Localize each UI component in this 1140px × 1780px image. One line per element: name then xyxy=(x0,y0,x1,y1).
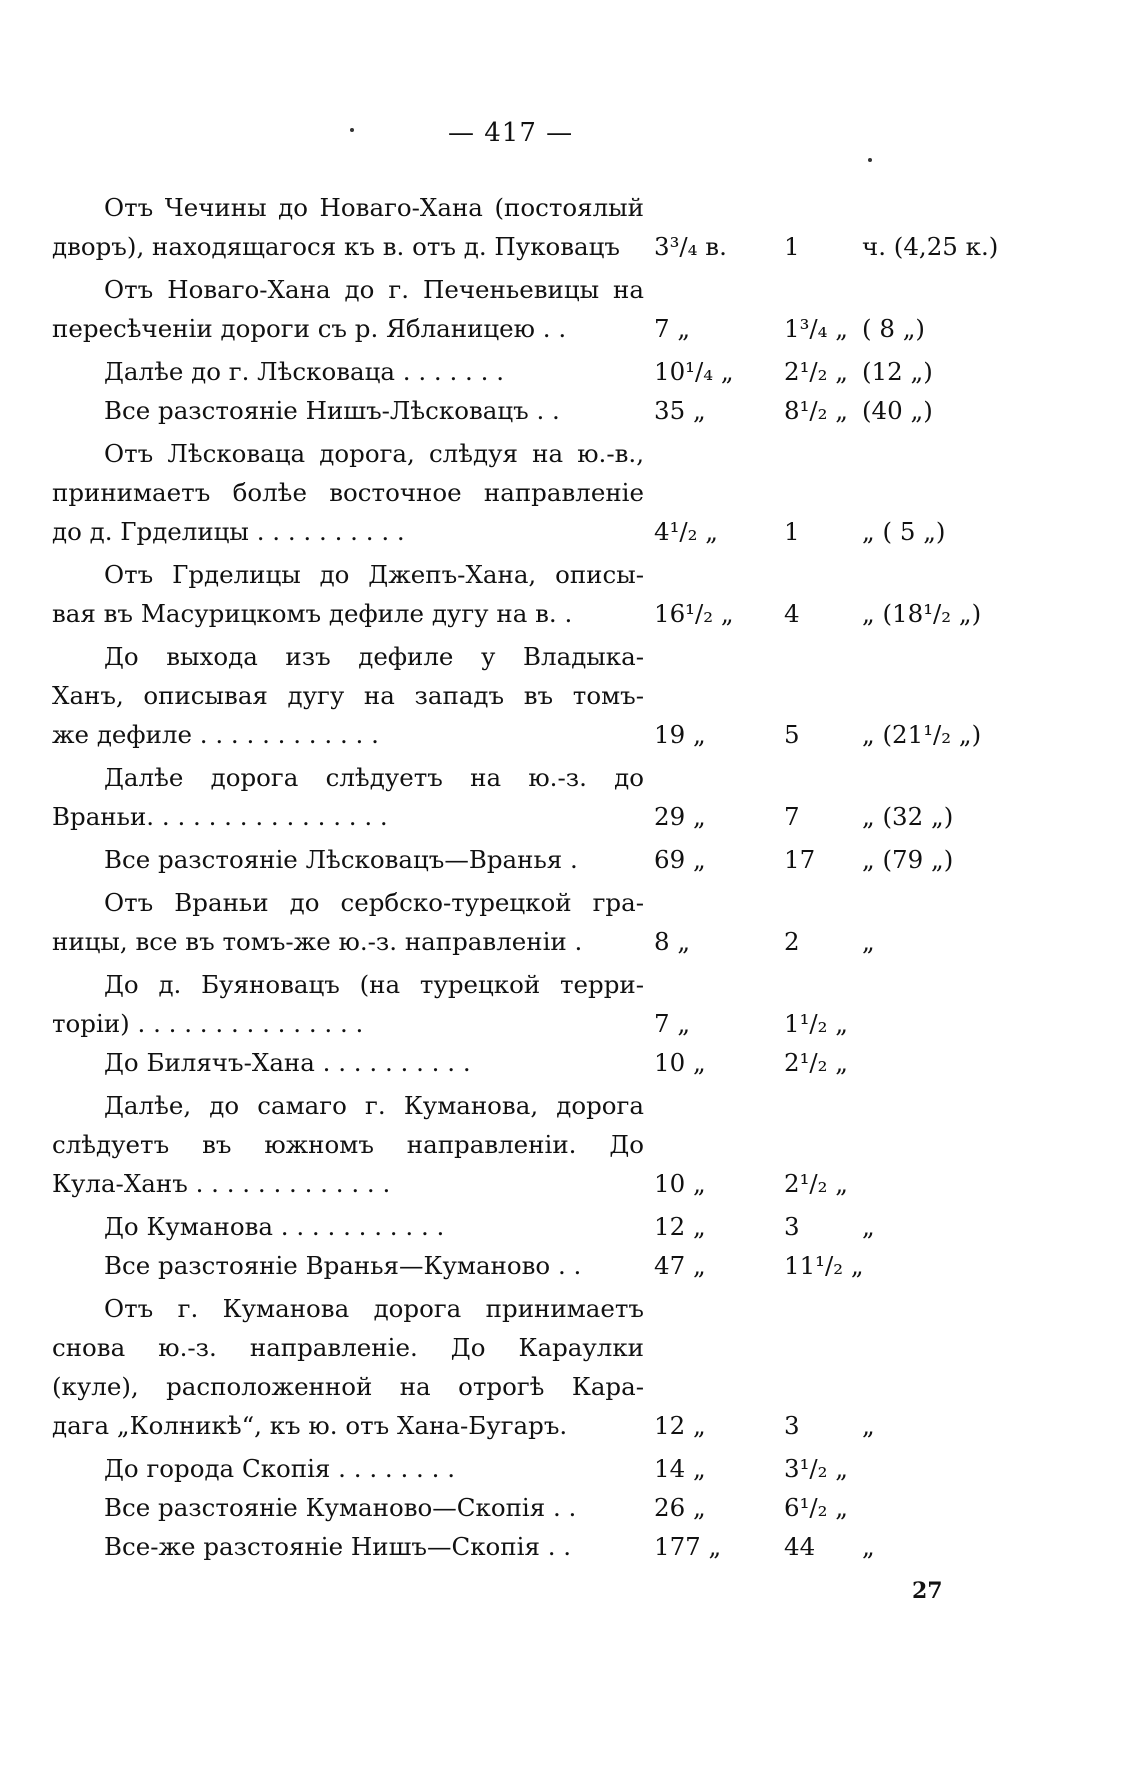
route-description: Далѣе, до самаго г. Куманова, дорога xyxy=(104,1091,644,1120)
distance-versts: 35 „ xyxy=(654,396,706,425)
print-speck xyxy=(868,158,872,162)
entry-line xyxy=(52,391,1092,430)
itinerary-entry xyxy=(52,188,1092,266)
route-description: снова ю.-з. направленіе. До Караулки xyxy=(52,1333,644,1362)
route-description: До Куманова . . . . . . . . . . . xyxy=(104,1212,445,1241)
distance-versts: 69 „ xyxy=(654,845,706,874)
route-description: Отъ Чечины до Новаго-Хана (постоялый xyxy=(104,193,644,222)
distance-km: „ (79 „) xyxy=(862,845,954,874)
travel-hours: 17 xyxy=(784,845,816,874)
page-number: — 417 — xyxy=(448,118,574,148)
entry-line xyxy=(52,637,1092,676)
travel-hours: 3 xyxy=(784,1411,800,1440)
itinerary-entry xyxy=(52,965,1092,1082)
entry-line xyxy=(52,1004,1092,1043)
travel-hours: 2¹/₂ „ xyxy=(784,357,848,386)
route-description: ницы, все въ томъ-же ю.-з. направленіи . xyxy=(52,927,583,956)
distance-km: „ xyxy=(862,1212,875,1241)
distance-km: „ (21¹/₂ „) xyxy=(862,720,982,749)
distance-versts: 19 „ xyxy=(654,720,706,749)
entry-line xyxy=(52,473,1092,512)
route-description: вая въ Масурицкомъ дефиле дугу на в. . xyxy=(52,599,573,628)
entry-line xyxy=(52,1488,1092,1527)
route-description: торіи) . . . . . . . . . . . . . . . xyxy=(52,1009,364,1038)
printer-signature-mark: 27 xyxy=(912,1578,943,1604)
itinerary-entry xyxy=(52,1449,1092,1566)
distance-versts: 8 „ xyxy=(654,927,691,956)
entry-line xyxy=(52,715,1092,754)
entry-line xyxy=(52,676,1092,715)
route-description: Все-же разстояніе Нишъ—Скопія . . xyxy=(104,1532,572,1561)
itinerary-entry xyxy=(52,270,1092,348)
distance-km: ч. (4,25 к.) xyxy=(862,232,999,261)
entry-line xyxy=(52,797,1092,836)
distance-km: „ (18¹/₂ „) xyxy=(862,599,982,628)
route-description: до д. Грделицы . . . . . . . . . . xyxy=(52,517,405,546)
entry-line xyxy=(52,1449,1092,1488)
entry-line xyxy=(52,594,1092,633)
travel-hours: 2¹/₂ „ xyxy=(784,1048,848,1077)
entry-line xyxy=(52,1164,1092,1203)
travel-hours: 6¹/₂ „ xyxy=(784,1493,848,1522)
entry-line xyxy=(52,1527,1092,1566)
route-description: Отъ Враньи до сербско-турецкой гра- xyxy=(104,888,644,917)
distance-versts: 10¹/₄ „ xyxy=(654,357,734,386)
route-description: Кула-Ханъ . . . . . . . . . . . . . xyxy=(52,1169,391,1198)
itinerary-entry xyxy=(52,1207,1092,1285)
travel-hours: 44 xyxy=(784,1532,816,1561)
itinerary-entry xyxy=(52,555,1092,633)
travel-hours: 7 xyxy=(784,802,800,831)
itinerary-entry xyxy=(52,840,1092,879)
entry-line xyxy=(52,188,1092,227)
distance-km: (12 „) xyxy=(862,357,933,386)
travel-hours: 1¹/₂ „ xyxy=(784,1009,848,1038)
distance-versts: 10 „ xyxy=(654,1169,706,1198)
distance-versts: 12 „ xyxy=(654,1411,706,1440)
distance-km: ( 8 „) xyxy=(862,314,925,343)
entry-line xyxy=(52,840,1092,879)
entry-line xyxy=(52,1086,1092,1125)
distance-km: „ xyxy=(862,1411,875,1440)
entry-line xyxy=(52,1125,1092,1164)
entry-line xyxy=(52,1246,1092,1285)
travel-hours: 5 xyxy=(784,720,800,749)
travel-hours: 1³/₄ „ xyxy=(784,314,848,343)
travel-hours: 1 xyxy=(784,517,800,546)
itinerary-entry xyxy=(52,758,1092,836)
distance-km: „ xyxy=(862,1532,875,1561)
distance-km: „ (32 „) xyxy=(862,802,954,831)
travel-hours: 3¹/₂ „ xyxy=(784,1454,848,1483)
route-description: Далѣе дорога слѣдуетъ на ю.-з. до xyxy=(104,763,644,792)
route-description: Ханъ, описывая дугу на западъ въ томъ- xyxy=(52,681,644,710)
route-description: Все разстояніе Вранья—Куманово . . xyxy=(104,1251,582,1280)
entry-line xyxy=(52,922,1092,961)
travel-hours: 2 xyxy=(784,927,800,956)
entry-line xyxy=(52,1328,1092,1367)
route-description: Отъ Грделицы до Джепъ-Хана, описы- xyxy=(104,560,644,589)
itinerary-table xyxy=(52,188,1092,1570)
route-description: Отъ Новаго-Хана до г. Печеньевицы на xyxy=(104,275,644,304)
route-description: Отъ Лѣсковаца дорога, слѣдуя на ю.-в., xyxy=(104,439,644,468)
distance-versts: 29 „ xyxy=(654,802,706,831)
entry-line xyxy=(52,270,1092,309)
route-description: Все разстояніе Куманово—Скопія . . xyxy=(104,1493,577,1522)
entry-line xyxy=(52,555,1092,594)
travel-hours: 4 xyxy=(784,599,800,628)
itinerary-entry xyxy=(52,637,1092,754)
distance-versts: 10 „ xyxy=(654,1048,706,1077)
travel-hours: 3 xyxy=(784,1212,800,1241)
entry-line xyxy=(52,227,1092,266)
route-description: Все разстояніе Нишъ-Лѣсковацъ . . xyxy=(104,396,560,425)
distance-versts: 26 „ xyxy=(654,1493,706,1522)
distance-versts: 7 „ xyxy=(654,314,691,343)
entry-line xyxy=(52,965,1092,1004)
entry-line xyxy=(52,1207,1092,1246)
entry-line xyxy=(52,512,1092,551)
distance-versts: 3³/₄ в. xyxy=(654,232,727,261)
itinerary-entry xyxy=(52,883,1092,961)
itinerary-entry xyxy=(52,1289,1092,1445)
print-speck xyxy=(350,128,354,132)
distance-versts: 12 „ xyxy=(654,1212,706,1241)
distance-versts: 4¹/₂ „ xyxy=(654,517,718,546)
itinerary-entry xyxy=(52,434,1092,551)
itinerary-entry xyxy=(52,352,1092,430)
route-description: (куле), расположенной на отрогѣ Кара- xyxy=(52,1372,644,1401)
travel-hours: 8¹/₂ „ xyxy=(784,396,848,425)
distance-km: „ ( 5 „) xyxy=(862,517,946,546)
route-description: Все разстояніе Лѣсковацъ—Вранья . xyxy=(104,845,578,874)
route-description: дага „Колникѣ“, къ ю. отъ Хана-Бугаръ. xyxy=(52,1411,568,1440)
distance-versts: 16¹/₂ „ xyxy=(654,599,734,628)
travel-hours: 11¹/₂ „ xyxy=(784,1251,864,1280)
distance-km: „ xyxy=(862,927,875,956)
itinerary-entry xyxy=(52,1086,1092,1203)
entry-line xyxy=(52,758,1092,797)
entry-line xyxy=(52,434,1092,473)
route-description: Враньи. . . . . . . . . . . . . . . . xyxy=(52,802,388,831)
entry-line xyxy=(52,1406,1092,1445)
route-description: До выхода изъ дефиле у Владыка- xyxy=(104,642,644,671)
route-description: же дефиле . . . . . . . . . . . . xyxy=(52,720,379,749)
route-description: Далѣе до г. Лѣсковаца . . . . . . . xyxy=(104,357,504,386)
travel-hours: 1 xyxy=(784,232,800,261)
entry-line xyxy=(52,309,1092,348)
distance-km: (40 „) xyxy=(862,396,933,425)
route-description: До города Скопія . . . . . . . . xyxy=(104,1454,455,1483)
travel-hours: 2¹/₂ „ xyxy=(784,1169,848,1198)
route-description: принимаетъ болѣе восточное направленіе xyxy=(52,478,644,507)
distance-versts: 7 „ xyxy=(654,1009,691,1038)
route-description: пересѣченіи дороги съ р. Ябланицею . . xyxy=(52,314,567,343)
route-description: До д. Буяновацъ (на турецкой терри- xyxy=(104,970,644,999)
entry-line xyxy=(52,352,1092,391)
distance-versts: 47 „ xyxy=(654,1251,706,1280)
entry-line xyxy=(52,1367,1092,1406)
route-description: дворъ), находящагося къ в. отъ д. Пуковацъ xyxy=(52,232,620,261)
distance-versts: 14 „ xyxy=(654,1454,706,1483)
route-description: До Билячъ-Хана . . . . . . . . . . xyxy=(104,1048,471,1077)
entry-line xyxy=(52,883,1092,922)
entry-line xyxy=(52,1289,1092,1328)
entry-line xyxy=(52,1043,1092,1082)
route-description: Отъ г. Куманова дорога принимаетъ xyxy=(104,1294,644,1323)
route-description: слѣдуетъ въ южномъ направленіи. До xyxy=(52,1130,644,1159)
distance-versts: 177 „ xyxy=(654,1532,722,1561)
